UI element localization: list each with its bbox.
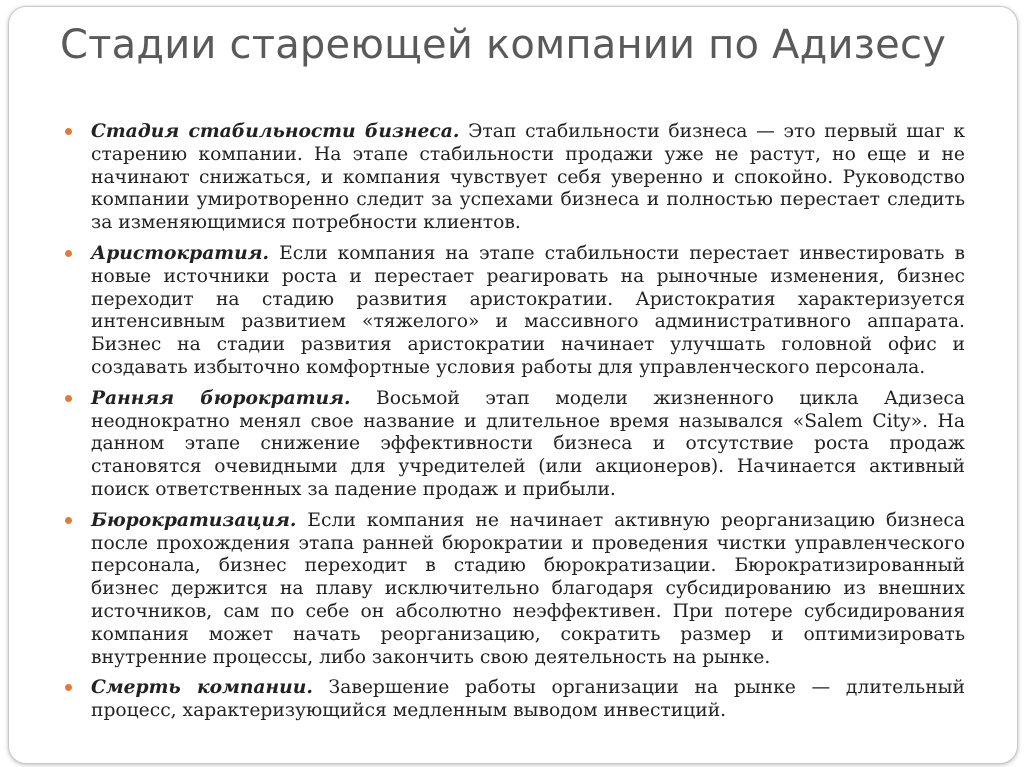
bullet-text: Этап стабильности бизнеса — это первый шаг к старению компании. На этапе стабильности продажи уже не растут, но еще и не начинают снижаться, и компания чувствует себя уверенно и спокойно. Руководство компании умиротворенно следит за успехами бизнеса и полностью перестает следить за изменяющимися потребности клиентов. (91, 121, 965, 234)
bullet-item (65, 387, 965, 502)
bullet-item (65, 242, 965, 380)
bullet-term: Аристократия. (91, 241, 270, 264)
bullet-item (65, 120, 965, 235)
bullet-term: Стадия стабильности бизнеса. (91, 120, 460, 142)
bullet-text: Восьмой этап модели жизненного цикла Адизеса неоднократно менял свое название и длительное время назывался «Salem City». На данном этапе снижение эффективности бизнеса и отсутствие роста продаж становятся очевидными для учредителей (или акционеров). Начинается активный поиск ответственных за падение продаж и прибыли. (91, 387, 965, 500)
slide-title: Стадии стареющей компании по Адизесу (60, 22, 947, 68)
bullet-item (65, 676, 965, 723)
bullet-term: Ранняя бюрократия. (91, 386, 351, 409)
bullet-dot-icon (65, 250, 72, 257)
bullet-text: Завершение работы организации на рынке — длительный процесс, характеризующийся медленным выводом инвестиций. (91, 677, 965, 722)
bullet-list (65, 120, 965, 730)
bullet-text: Если компания на этапе стабильности перестает инвестировать в новые источники роста и перестает реагировать на рыночные изменения, бизнес переходит на стадию развития аристократии. Аристократия характеризуется интенсивным развитием «тяжелого» и массивного административного аппарата. Бизнес на стадии развития аристократии начинает улучшать головной офис и создавать избыточно комфортные условия работы для управленческого персонала. (91, 242, 965, 378)
bullet-dot-icon (65, 395, 72, 402)
bullet-text: Если компания не начинает активную реорганизацию бизнеса после прохождения этапа ранней бюрократии и проведения чистки управленческого персонала, бизнес переходит в стадию бюрократизации. Бюрократизированный бизнес держится на плаву исключительно благодаря субсидированию из внешних источников, сам по себе он абсолютно неэффективен. При потере субсидирования компания может начать реорганизацию, сократить размер и оптимизировать внутренние процессы, либо закончить свою деятельность на рынке. (91, 509, 965, 668)
bullet-dot-icon (65, 684, 72, 691)
bullet-term: Бюрократизация. (91, 508, 297, 531)
bullet-item (65, 509, 965, 670)
bullet-term: Смерть компании. (91, 676, 313, 699)
bullet-dot-icon (65, 128, 72, 135)
bullet-dot-icon (65, 517, 72, 524)
